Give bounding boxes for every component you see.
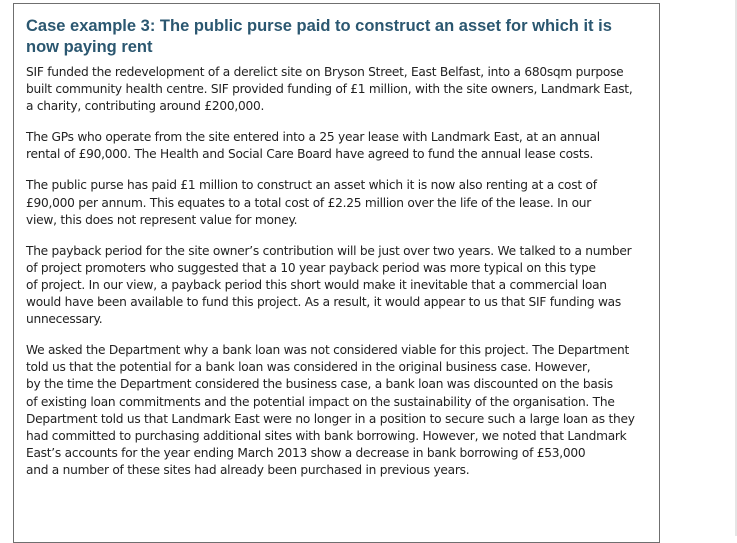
- case-paragraph-2: The GPs who operate from the site entered into a 25 year lease with Landmark East, at an annual rental of £90,000. The Health and Social Care Board have agreed to fund the annual lease costs.: [26, 130, 600, 162]
- case-paragraph-1: SIF funded the redevelopment of a derelict site on Bryson Street, East Belfast, into a 680sqm purpose built community health centre. SIF provided funding of £1 million, with the site owners, Landmark East, a charity, contributing around £200,000.: [26, 65, 633, 114]
- case-paragraph-4: The payback period for the site owner’s contribution will be just over two years. We talked to a number of project promoters who suggested that a 10 year payback period was more typical on this type of project. In our view, a payback period this short would make it inevitable that a commercial loan would have been available to fund this project. As a result, it would appear to us that SIF funding was unnecessary.: [26, 243, 632, 327]
- case-example-box: [13, 3, 660, 543]
- case-paragraph-3: The public purse has paid £1 million to construct an asset which it is now also renting at a cost of £90,000 per annum. This equates to a total cost of £2.25 million over the life of the lease. In our view, this does not represent value for money.: [26, 178, 597, 227]
- case-example-title: Case example 3: The public purse paid to construct an asset for which it is now paying rent: [26, 17, 612, 56]
- case-paragraph-5: We asked the Department why a bank loan was not considered viable for this project. The Department told us that the potential for a bank loan was considered in the original business case. However, by the time the Department considered the business case, a bank loan was discounted on the basis of existing loan commitments and the potential impact on the sustainability of the organisation. The Department told us that Landmark East were no longer in a position to secure such a large loan as they had committed to purchasing additional sites with bank borrowing. However, we noted that Landmark East’s accounts for the year ending March 2013 show a decrease in bank borrowing of £53,000 and a number of these sites had already been purchased in previous years.: [26, 343, 635, 477]
